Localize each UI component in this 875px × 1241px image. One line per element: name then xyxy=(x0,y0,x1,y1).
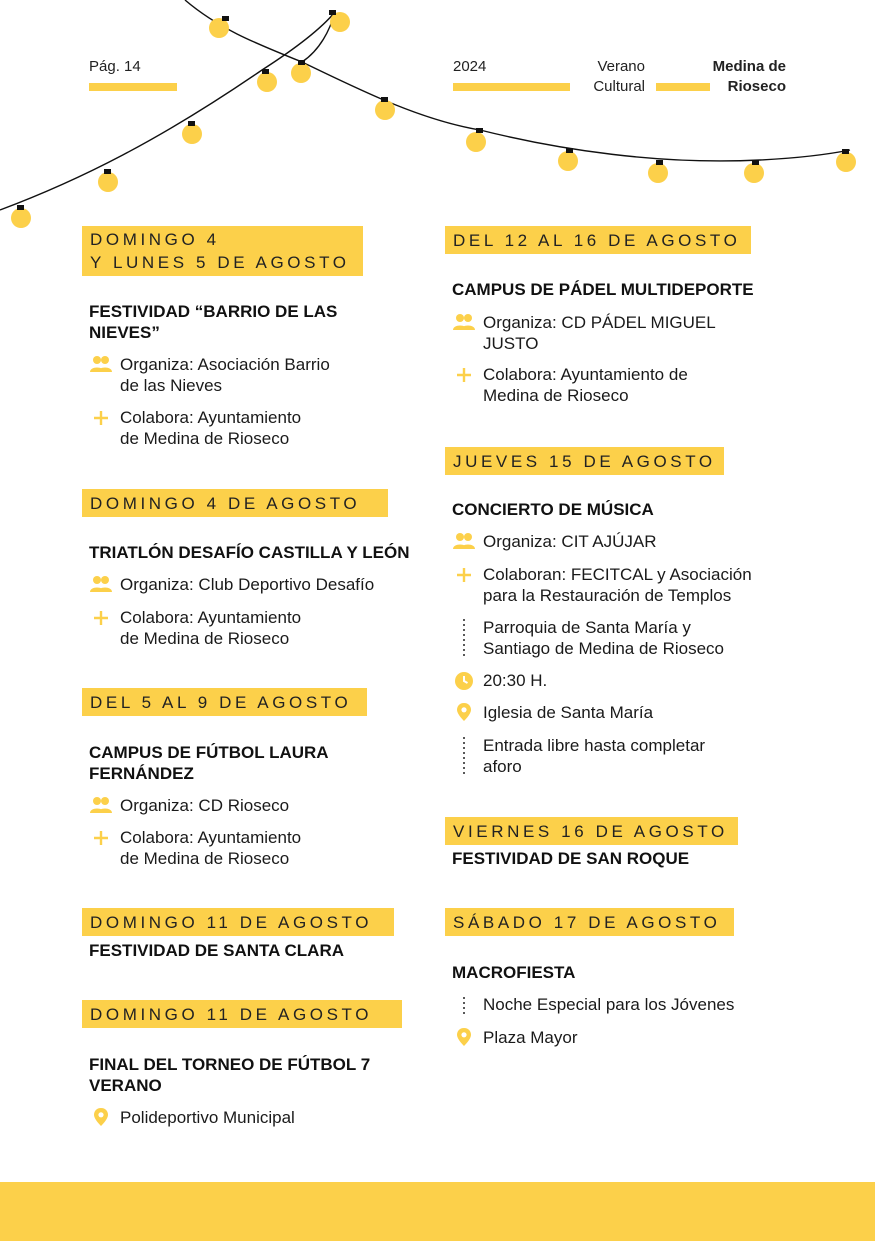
note-text xyxy=(483,617,724,659)
title-line: VERANO xyxy=(89,1076,162,1095)
people-icon xyxy=(88,354,114,374)
people-icon xyxy=(88,795,114,815)
text-line: Santiago de Medina de Rioseco xyxy=(483,639,724,658)
date-tag: JUEVES 15 DE AGOSTO xyxy=(445,447,724,475)
collaborator-text xyxy=(120,407,301,449)
location-row xyxy=(451,1027,577,1048)
organizer-row xyxy=(451,312,716,354)
bulb xyxy=(744,163,764,183)
bulb xyxy=(466,132,486,152)
note-text: Noche Especial para los Jóvenes xyxy=(483,995,735,1014)
organizer-row xyxy=(451,531,657,552)
collaborator-row xyxy=(88,407,301,449)
date-tag xyxy=(82,226,363,276)
note-row xyxy=(451,994,734,1015)
organizer-text: Organiza: CD Rioseco xyxy=(120,796,290,815)
text-line: Medina de Rioseco xyxy=(483,386,629,405)
location-text: Plaza Mayor xyxy=(483,1028,578,1047)
collaborator-text xyxy=(483,364,688,406)
text-line: Organiza: Asociación Barrio xyxy=(120,355,330,374)
footer-band xyxy=(0,1182,875,1241)
header-year: 2024 xyxy=(453,58,487,75)
people-icon xyxy=(451,312,477,332)
bulb xyxy=(257,72,277,92)
organizer-text: Organiza: Club Deportivo Desafío xyxy=(120,575,375,594)
page-number: Pág. 14 xyxy=(89,58,141,75)
collaborator-text xyxy=(120,827,301,869)
date-tag: DOMINGO 11 DE AGOSTO xyxy=(82,908,394,936)
location-row xyxy=(451,702,653,723)
time-text: 20:30 H. xyxy=(483,671,548,690)
bulb xyxy=(182,124,202,144)
plus-icon xyxy=(451,364,477,384)
organizer-row xyxy=(88,354,330,396)
location-pin-icon xyxy=(451,702,477,722)
collaborator-row xyxy=(88,607,301,649)
text-line: de las Nieves xyxy=(120,376,223,395)
title-line: FERNÁNDEZ xyxy=(89,764,194,783)
header-town-line2: Rioseco xyxy=(727,78,786,95)
collaborator-row xyxy=(451,364,688,406)
note-row xyxy=(451,617,724,659)
event-title xyxy=(89,742,429,784)
location-text: Iglesia de Santa María xyxy=(483,703,654,722)
date-tag: DOMINGO 11 DE AGOSTO xyxy=(82,1000,402,1028)
text-line: de Medina de Rioseco xyxy=(120,629,290,648)
event-title: FESTIVIDAD DE SANTA CLARA xyxy=(89,941,344,960)
text-line: Colabora: Ayuntamiento xyxy=(120,408,302,427)
header-program-line2: Cultural xyxy=(593,78,645,95)
collaborator-row xyxy=(451,564,752,606)
organizer-text xyxy=(120,354,330,396)
plus-icon xyxy=(88,827,114,847)
event-title: TRIATLÓN DESAFÍO CASTILLA Y LEÓN xyxy=(89,543,410,562)
location-text: Polideportivo Municipal xyxy=(120,1108,295,1127)
date-line: Y LUNES 5 DE AGOSTO xyxy=(90,253,350,272)
date-tag: DOMINGO 4 DE AGOSTO xyxy=(82,489,388,517)
text-line: Colabora: Ayuntamiento de xyxy=(483,365,688,384)
bulb xyxy=(558,151,578,171)
date-tag: SÁBADO 17 DE AGOSTO xyxy=(445,908,734,936)
event-title: CAMPUS DE PÁDEL MULTIDEPORTE xyxy=(452,280,754,299)
header-town-line1: Medina de xyxy=(712,58,786,75)
event-title: CONCIERTO DE MÚSICA xyxy=(452,500,654,519)
plus-icon xyxy=(451,564,477,584)
location-pin-icon xyxy=(451,1027,477,1047)
plus-icon xyxy=(88,607,114,627)
bulb xyxy=(836,152,856,172)
bulb xyxy=(98,172,118,192)
entry-text xyxy=(483,735,705,777)
entry-row xyxy=(451,735,705,777)
organizer-row xyxy=(88,574,374,595)
text-line: de Medina de Rioseco xyxy=(120,429,290,448)
bulb xyxy=(11,208,31,228)
dotted-line-icon xyxy=(451,994,477,1014)
people-icon xyxy=(451,531,477,551)
string-lights-decoration xyxy=(0,0,875,240)
text-line: Parroquia de Santa María y xyxy=(483,618,691,637)
date-tag: DEL 12 AL 16 DE AGOSTO xyxy=(445,226,751,254)
bulb xyxy=(291,63,311,83)
collaborator-row xyxy=(88,827,301,869)
location-pin-icon xyxy=(88,1107,114,1127)
event-title: FESTIVIDAD DE SAN ROQUE xyxy=(452,849,690,868)
organizer-text: Organiza: CIT AJÚJAR xyxy=(483,532,657,551)
dotted-line-icon xyxy=(451,617,477,637)
plus-icon xyxy=(88,407,114,427)
organizer-text xyxy=(483,312,716,354)
time-row xyxy=(451,670,547,691)
bulb xyxy=(648,163,668,183)
bulb xyxy=(375,100,395,120)
event-title xyxy=(89,301,429,343)
text-line: Entrada libre hasta completar xyxy=(483,736,706,755)
title-line: FESTIVIDAD “BARRIO DE LAS xyxy=(89,302,338,321)
text-line: aforo xyxy=(483,757,522,776)
date-tag: VIERNES 16 DE AGOSTO xyxy=(445,817,738,845)
title-line: FINAL DEL TORNEO DE FÚTBOL 7 xyxy=(89,1055,371,1074)
text-line: Colabora: Ayuntamiento xyxy=(120,608,302,627)
event-title xyxy=(89,1054,429,1096)
header-program-line1: Verano xyxy=(597,58,645,75)
title-line: CAMPUS DE FÚTBOL LAURA xyxy=(89,743,329,762)
date-tag: DEL 5 AL 9 DE AGOSTO xyxy=(82,688,367,716)
text-line: Colabora: Ayuntamiento xyxy=(120,828,302,847)
text-line: de Medina de Rioseco xyxy=(120,849,290,868)
location-row xyxy=(88,1107,295,1128)
header-bar xyxy=(453,83,570,91)
title-line: NIEVES” xyxy=(89,323,160,342)
date-line: DOMINGO 4 xyxy=(90,230,220,249)
header-bar xyxy=(89,83,177,91)
organizer-row xyxy=(88,795,289,816)
dotted-line-icon xyxy=(451,735,477,755)
text-line: Organiza: CD PÁDEL MIGUEL xyxy=(483,313,716,332)
event-title: MACROFIESTA xyxy=(452,963,576,982)
collaborator-text xyxy=(120,607,301,649)
collaborator-text xyxy=(483,564,752,606)
text-line: para la Restauración de Templos xyxy=(483,586,732,605)
text-line: JUSTO xyxy=(483,334,539,353)
text-line: Colaboran: FECITCAL y Asociación xyxy=(483,565,752,584)
people-icon xyxy=(88,574,114,594)
clock-icon xyxy=(451,670,477,690)
